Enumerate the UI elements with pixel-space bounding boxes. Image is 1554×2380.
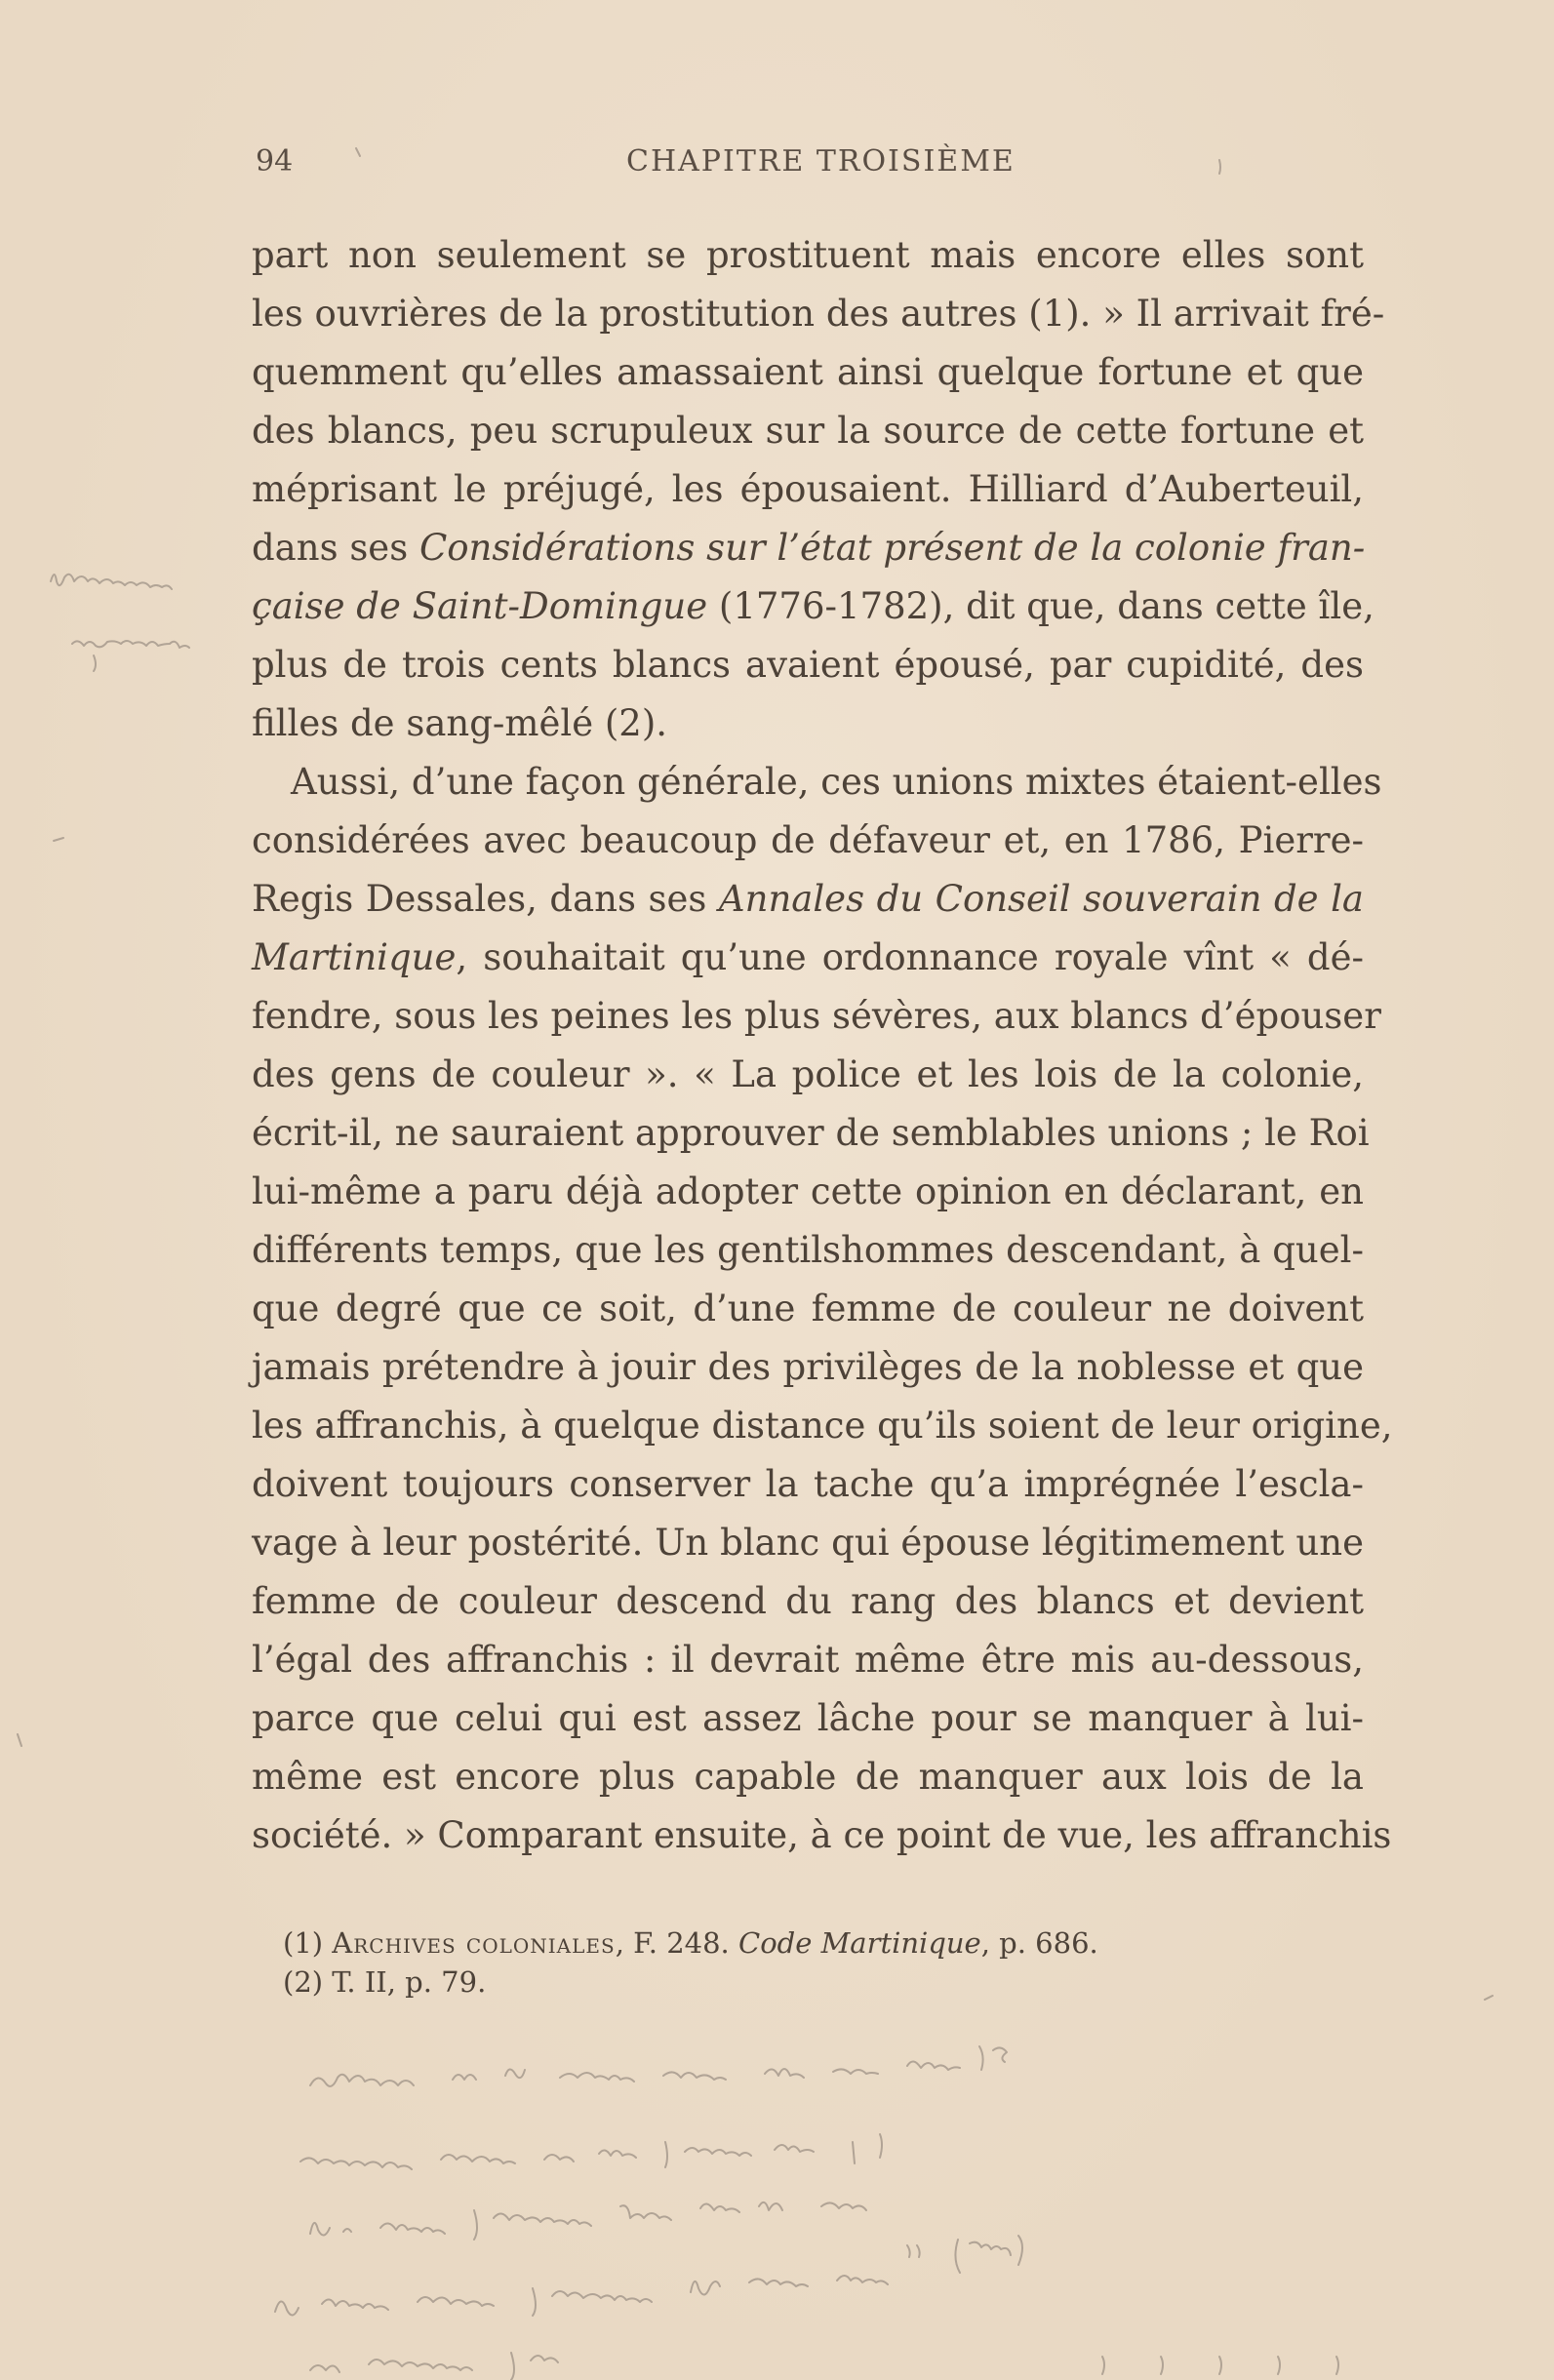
- text-run: parce que celui qui est assez lâche pour se manquer à lui-: [252, 1697, 1364, 1739]
- footnotes: [283, 1924, 1258, 2002]
- footnote-1-title: Code Martinique: [738, 1926, 981, 1960]
- text-run: des blancs, peu scrupuleux sur la source de cette fortune et: [252, 410, 1364, 452]
- text-run: différents temps, que les gentilshommes descendant, à quel-: [252, 1229, 1364, 1271]
- text-run: Regis Dessales, dans ses: [252, 878, 719, 920]
- text-line: [252, 402, 1364, 460]
- text-line: [252, 694, 1364, 753]
- footnote-1: [283, 1924, 1258, 1963]
- text-line: [252, 929, 1364, 987]
- text-run: que degré que ce soit, d’une femme de couleur ne doivent: [252, 1288, 1364, 1329]
- text-line: [252, 753, 1382, 812]
- text-line: [252, 1338, 1364, 1397]
- text-line: [252, 1514, 1364, 1572]
- text-run: filles de sang-mêlé (2).: [252, 702, 668, 744]
- text-run: les ouvrières de la prostitution des autres (1). » Il arrivait fré-: [252, 293, 1385, 335]
- text-line: [252, 812, 1364, 870]
- text-line: [252, 577, 1375, 636]
- footnote-1-reference: , F. 248.: [615, 1926, 738, 1960]
- text-line: [252, 1163, 1364, 1221]
- text-line: [252, 1455, 1364, 1514]
- text-line: [252, 1689, 1364, 1748]
- text-run: Aussi, d’une façon générale, ces unions mixtes étaient-elles: [291, 761, 1382, 803]
- text-line: [252, 1572, 1364, 1631]
- text-run: quemment qu’elles amassaient ainsi quelque fortune et que: [252, 351, 1364, 393]
- italic-title: çaise de Saint-Domingue: [252, 585, 708, 627]
- text-run: les affranchis, à quelque distance qu’ils soient de leur origine,: [252, 1405, 1393, 1447]
- text-line: [252, 1221, 1364, 1280]
- text-run: doivent toujours conserver la tache qu’a imprégnée l’escla-: [252, 1463, 1364, 1505]
- footnote-1-number: (1): [283, 1926, 333, 1960]
- text-run: part non seulement se prostituent mais encore elles sont: [252, 234, 1364, 276]
- running-head: CHAPITRE TROISIÈME: [626, 144, 1016, 178]
- text-run: l’égal des affranchis : il devrait même être mis au-dessous,: [252, 1639, 1364, 1681]
- text-run: lui-même a paru déjà adopter cette opinion en déclarant, en: [252, 1170, 1364, 1212]
- text-run: même est encore plus capable de manquer aux lois de la: [252, 1756, 1364, 1798]
- footnote-2: (2) T. II, p. 79.: [283, 1965, 487, 1999]
- text-line: [252, 1280, 1364, 1338]
- text-run: (1776-1782), dit que, dans cette île,: [707, 585, 1375, 627]
- text-run: jamais prétendre à jouir des privilèges de la noblesse et que: [252, 1346, 1364, 1388]
- text-run: , souhaitait qu’une ordonnance royale vînt « dé-: [456, 936, 1364, 978]
- body-text: [252, 226, 1393, 1865]
- text-run: plus de trois cents blancs avaient épousé, par cupidité, des: [252, 644, 1364, 686]
- text-line: [252, 636, 1364, 694]
- italic-title: Considérations sur l’état présent de la colonie fran-: [418, 527, 1366, 569]
- page-header: [256, 144, 1368, 183]
- text-line: [252, 1748, 1364, 1806]
- text-line: [252, 460, 1364, 519]
- text-run: écrit-il, ne sauraient approuver de semblables unions ; le Roi: [252, 1112, 1370, 1154]
- footnote-1-page: , p. 686.: [980, 1926, 1098, 1960]
- italic-title: Martinique: [252, 936, 457, 978]
- text-run: des gens de couleur ». « La police et les lois de la colonie,: [252, 1053, 1364, 1095]
- text-line: [252, 1046, 1364, 1104]
- text-line: [252, 1104, 1370, 1163]
- text-line: [252, 987, 1381, 1046]
- text-line: [252, 1631, 1364, 1689]
- text-run: méprisant le préjugé, les épousaient. Hilliard d’Auberteuil,: [252, 468, 1364, 510]
- footnote-1-source: Archives coloniales: [332, 1926, 616, 1960]
- text-line: [252, 226, 1364, 285]
- text-line: [252, 1806, 1392, 1865]
- italic-title: Annales du Conseil souverain de la: [718, 878, 1364, 920]
- text-line: [252, 870, 1364, 929]
- text-run: femme de couleur descend du rang des blancs et devient: [252, 1580, 1364, 1622]
- text-run: société. » Comparant ensuite, à ce point de vue, les affranchis: [252, 1814, 1392, 1856]
- text-run: fendre, sous les peines les plus sévères, aux blancs d’épouser: [252, 995, 1381, 1037]
- text-line: [252, 1397, 1393, 1455]
- text-run: considérées avec beaucoup de défaveur et, en 1786, Pierre-: [252, 819, 1364, 861]
- text-line: [252, 343, 1364, 402]
- text-line: [252, 519, 1364, 577]
- text-run: dans ses: [252, 527, 419, 569]
- text-line: [252, 285, 1385, 343]
- text-run: vage à leur postérité. Un blanc qui épouse légitimement une: [252, 1522, 1364, 1564]
- page-number: 94: [256, 144, 294, 178]
